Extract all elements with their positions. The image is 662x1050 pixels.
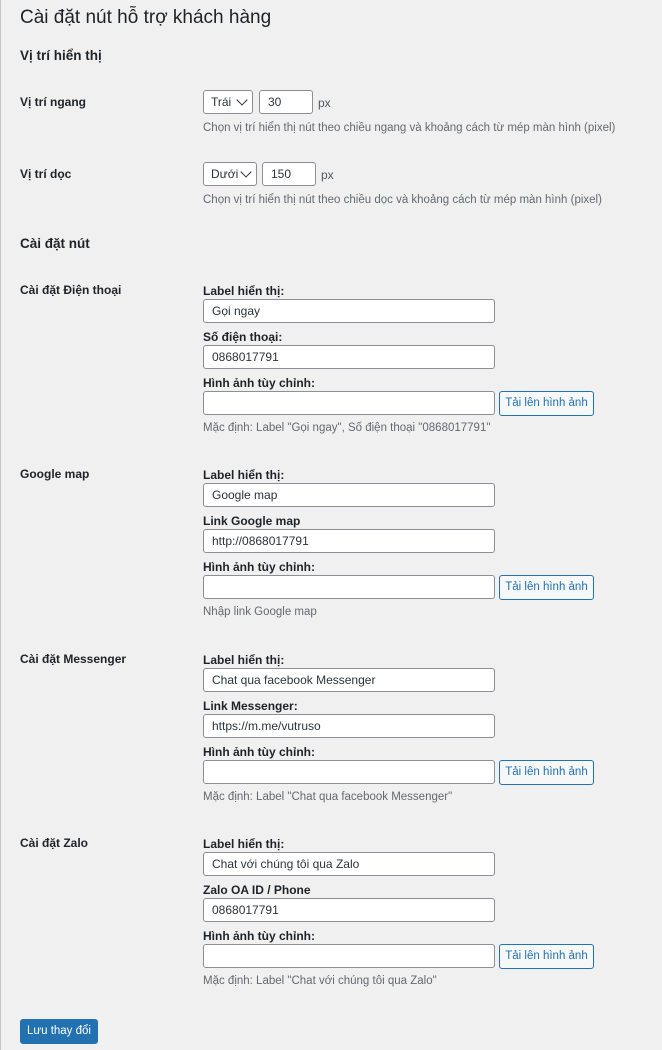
google-map-link-input[interactable]: http://0868017791 [203, 529, 495, 553]
messenger-link-input[interactable]: https://m.me/vutruso [203, 714, 495, 738]
chevron-down-icon [240, 166, 251, 177]
google-map-display-label-input[interactable]: Google map [203, 483, 495, 507]
zalo-settings-label: Cài đặt Zalo [20, 836, 89, 850]
horizontal-distance-input[interactable]: 30 [259, 90, 313, 114]
horizontal-side-value: Trái [211, 95, 232, 109]
vertical-side-value: Dưới [211, 167, 239, 181]
messenger-image-input[interactable] [203, 760, 495, 784]
section-title-buttons: Cài đặt nút [20, 236, 90, 251]
zalo-id-input[interactable]: 0868017791 [203, 898, 495, 922]
zalo-display-label-input[interactable]: Chat với chúng tôi qua Zalo [203, 852, 495, 876]
save-changes-button[interactable]: Lưu thay đổi [20, 1019, 98, 1044]
phone-display-label-title: Label hiển thị: [203, 284, 285, 298]
phone-image-input[interactable] [203, 391, 495, 415]
page-title: Cài đặt nút hỗ trợ khách hàng [20, 7, 272, 28]
horizontal-description: Chọn vị trí hiển thị nút theo chiều ngang và khoảng cách từ mép màn hình (pixel) [203, 122, 616, 134]
messenger-display-label-title: Label hiển thị: [203, 653, 285, 667]
phone-note: Mặc định: Label "Gọi ngay", Số điện thoại "0868017791" [203, 422, 491, 434]
horizontal-unit: px [318, 96, 331, 110]
zalo-image-input[interactable] [203, 944, 495, 968]
google-map-settings-label: Google map [20, 467, 90, 481]
google-map-display-label-title: Label hiển thị: [203, 468, 285, 482]
zalo-image-title: Hình ảnh tùy chỉnh: [203, 929, 315, 943]
messenger-upload-image-button[interactable]: Tải lên hình ảnh [499, 760, 594, 785]
phone-number-title: Số điện thoại: [203, 330, 283, 344]
horizontal-side-select[interactable] [203, 90, 253, 114]
vertical-description: Chọn vị trí hiển thị nút theo chiều dọc và khoảng cách từ mép màn hình (pixel) [203, 194, 602, 206]
horizontal-position-label: Vị trí ngang [20, 95, 86, 109]
vertical-distance-input[interactable]: 150 [262, 162, 316, 186]
zalo-note: Mặc định: Label "Chat với chúng tôi qua Zalo" [203, 975, 437, 987]
vertical-side-select[interactable] [203, 162, 257, 186]
zalo-id-title: Zalo OA ID / Phone [203, 883, 311, 897]
zalo-upload-image-button[interactable]: Tải lên hình ảnh [499, 944, 594, 969]
section-title-display-position: Vị trí hiển thị [20, 48, 102, 63]
phone-number-input[interactable]: 0868017791 [203, 345, 495, 369]
phone-upload-image-button[interactable]: Tải lên hình ảnh [499, 391, 594, 416]
google-map-image-input[interactable] [203, 575, 495, 599]
vertical-position-label: Vị trí dọc [20, 167, 72, 181]
messenger-link-title: Link Messenger: [203, 699, 298, 713]
messenger-settings-label: Cài đặt Messenger [20, 652, 127, 666]
vertical-unit: px [321, 168, 334, 182]
chevron-down-icon [236, 94, 247, 105]
phone-image-title: Hình ảnh tùy chỉnh: [203, 376, 315, 390]
messenger-image-title: Hình ảnh tùy chỉnh: [203, 745, 315, 759]
google-map-upload-image-button[interactable]: Tải lên hình ảnh [499, 575, 594, 600]
messenger-display-label-input[interactable]: Chat qua facebook Messenger [203, 668, 495, 692]
messenger-note: Mặc định: Label "Chat qua facebook Messenger" [203, 791, 453, 803]
google-map-image-title: Hình ảnh tùy chỉnh: [203, 560, 315, 574]
google-map-link-title: Link Google map [203, 514, 301, 528]
zalo-display-label-title: Label hiển thị: [203, 837, 285, 851]
google-map-note: Nhập link Google map [203, 606, 317, 618]
phone-settings-label: Cài đặt Điện thoại [20, 283, 122, 297]
phone-display-label-input[interactable]: Gọi ngay [203, 299, 495, 323]
